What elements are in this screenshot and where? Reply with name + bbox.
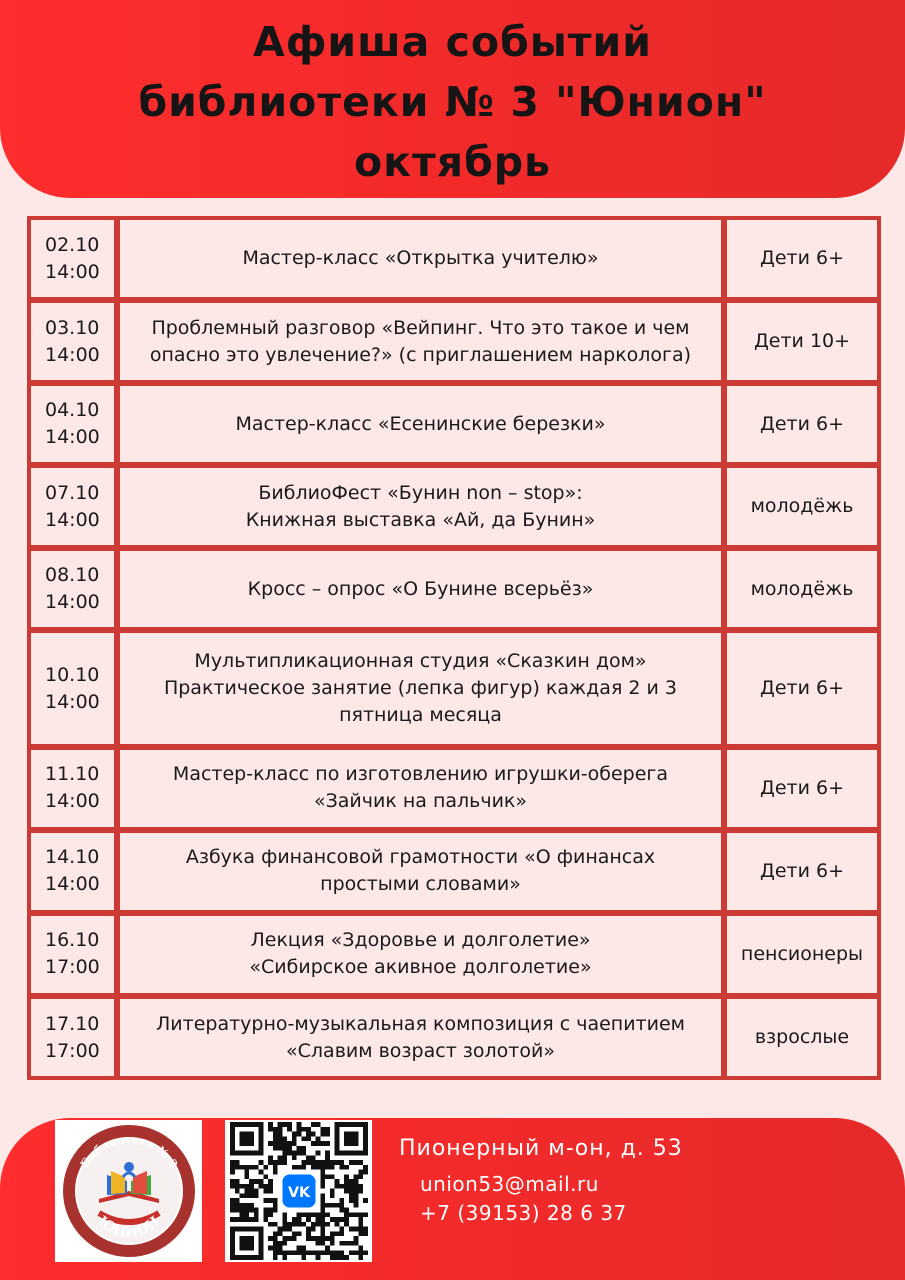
event-date: 10.10 (45, 663, 100, 686)
event-date: 14.10 (45, 846, 100, 869)
page-header (0, 0, 905, 198)
event-description (120, 833, 721, 910)
event-date: 07.10 (45, 481, 100, 504)
event-description (120, 633, 721, 744)
event-description-line: Проблемный разговор «Вейпинг. Что это такое и чем (151, 316, 690, 339)
event-description-line: простыми словами» (320, 873, 521, 896)
event-datetime (31, 468, 114, 545)
event-description (120, 386, 721, 462)
event-audience: Дети 6+ (727, 220, 877, 297)
event-datetime (31, 386, 114, 462)
event-row (31, 750, 877, 827)
event-row (31, 303, 877, 380)
event-datetime (31, 833, 114, 910)
logo-bottom-text: ЮНИОН (94, 1213, 163, 1241)
events-table (27, 216, 881, 1080)
title-line-2: библиотеки № 3 "Юнион" (138, 78, 767, 126)
event-datetime (31, 999, 114, 1076)
event-datetime (31, 303, 114, 380)
event-time: 14:00 (45, 343, 100, 366)
event-description-line: Лекция «Здоровье и долголетие» (250, 929, 591, 952)
event-datetime (31, 750, 114, 827)
library-logo (55, 1120, 202, 1262)
event-description (120, 916, 721, 993)
event-row (31, 916, 877, 993)
event-row (31, 999, 877, 1076)
event-description (120, 220, 721, 297)
logo-top-text: Библиотека № 3 (77, 1132, 180, 1171)
title-line-1: Афиша событий (252, 18, 653, 66)
event-date: 02.10 (45, 233, 100, 256)
event-description-line: Мастер-класс «Есенинские березки» (235, 412, 606, 435)
event-description (120, 468, 721, 545)
event-row (31, 386, 877, 462)
event-row (31, 220, 877, 297)
event-description (120, 750, 721, 827)
event-time: 14:00 (45, 690, 100, 713)
event-datetime (31, 551, 114, 627)
event-time: 14:00 (45, 260, 100, 283)
event-audience: Дети 10+ (727, 303, 877, 380)
event-description-line: Мультипликационная студия «Сказкин дом» (194, 650, 647, 673)
event-description-line: БиблиоФест «Бунин non – stop»: (258, 481, 583, 504)
event-audience: взрослые (727, 999, 877, 1076)
event-datetime (31, 916, 114, 993)
event-date: 16.10 (45, 929, 100, 952)
event-audience: Дети 6+ (727, 386, 877, 462)
event-date: 11.10 (45, 763, 100, 786)
event-audience: пенсионеры (727, 916, 877, 993)
event-audience: Дети 6+ (727, 633, 877, 744)
vk-qr-code[interactable] (225, 1120, 372, 1262)
event-time: 14:00 (45, 426, 100, 449)
event-description-line: Кросс – опрос «О Бунине всерьёз» (247, 577, 594, 600)
event-description (120, 551, 721, 627)
event-time: 14:00 (45, 591, 100, 614)
title-line-3: октябрь (354, 138, 551, 186)
address-text: Пионерный м-он, д. 53 (399, 1136, 683, 1161)
event-description-line: Мастер-класс по изготовлению игрушки-оберега (172, 763, 669, 786)
event-audience: Дети 6+ (727, 833, 877, 910)
event-description-line: «Зайчик на пальчик» (313, 790, 528, 813)
event-date: 03.10 (45, 316, 100, 339)
event-description-line: Книжная выставка «Ай, да Бунин» (245, 508, 596, 531)
event-description-line: «Сибирское акивное долголетие» (249, 956, 592, 979)
event-time: 17:00 (45, 956, 100, 979)
event-date: 04.10 (45, 399, 100, 422)
event-datetime (31, 220, 114, 297)
event-row (31, 551, 877, 627)
event-description (120, 303, 721, 380)
event-description-line: Практическое занятие (лепка фигур) каждая 2 и 3 (163, 677, 678, 700)
event-row (31, 468, 877, 545)
phone-link[interactable]: +7 (39153) 28 6 37 (420, 1201, 627, 1225)
library-books-logo-icon (59, 1121, 199, 1261)
event-row (31, 833, 877, 910)
event-date: 17.10 (45, 1012, 100, 1035)
event-description (120, 999, 721, 1076)
vk-badge-text: VK (287, 1185, 310, 1202)
event-description-line: Литературно-музыкальная композиция с чаепитием (156, 1012, 685, 1035)
vk-icon (282, 1174, 315, 1207)
event-audience: молодёжь (727, 551, 877, 627)
email-link[interactable]: union53@mail.ru (420, 1172, 599, 1196)
event-description-line: «Славим возраст золотой» (286, 1039, 555, 1062)
event-time: 17:00 (45, 1039, 100, 1062)
event-description-line: пятница месяца (339, 704, 502, 727)
event-audience: молодёжь (727, 468, 877, 545)
event-time: 14:00 (45, 790, 100, 813)
event-description-line: Азбука финансовой грамотности «О финансах (185, 846, 656, 869)
event-time: 14:00 (45, 873, 100, 896)
event-description-line: Мастер-класс «Открытка учителю» (242, 247, 599, 270)
event-datetime (31, 633, 114, 744)
qr-code-icon (230, 1122, 368, 1260)
event-description-line: опасно это увлечение?» (с приглашением нарколога) (149, 343, 692, 366)
event-audience: Дети 6+ (727, 750, 877, 827)
event-date: 08.10 (45, 564, 100, 587)
event-row (31, 633, 877, 744)
event-time: 14:00 (45, 508, 100, 531)
